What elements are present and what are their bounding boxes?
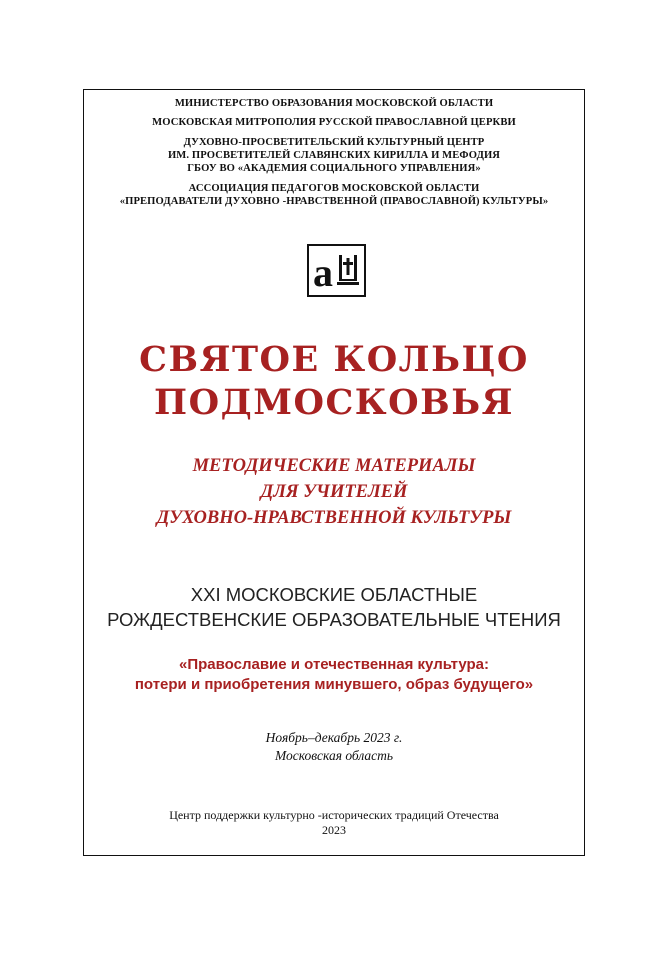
svg-text:а: а [313, 250, 333, 295]
subtitle-line3: ДУХОВНО-НРАВСТВЕННОЙ КУЛЬТУРЫ [156, 508, 512, 528]
header-association-name: «ПРЕПОДАВАТЕЛИ ДУХОВНО -НРАВСТВЕННОЙ (ПРАВОСЛАВНОЙ) КУЛЬТУРЫ» [119, 196, 549, 207]
main-title-line1: СВЯТОЕ КОЛЬЦО [139, 339, 529, 380]
event-date: Ноябрь–декабрь 2023 г. [265, 730, 403, 745]
book-cross-icon [309, 246, 364, 295]
header-metropolia: МОСКОВСКАЯ МИТРОПОЛИЯ РУССКОЙ ПРАВОСЛАВНОЙ ЦЕРКВИ [152, 117, 516, 128]
header-association: АССОЦИАЦИЯ ПЕДАГОГОВ МОСКОВСКОЙ ОБЛАСТИ [188, 183, 480, 194]
readings-line2: РОЖДЕСТВЕНСКИЕ ОБРАЗОВАТЕЛЬНЫЕ ЧТЕНИЯ [107, 609, 561, 630]
publisher-name: Центр поддержки культурно -исторических традиций Отечества [169, 808, 499, 822]
publisher-year: 2023 [322, 823, 346, 837]
subtitle-line1: МЕТОДИЧЕСКИЕ МАТЕРИАЛЫ [192, 456, 476, 476]
header-academy: ГБОУ ВО «АКАДЕМИЯ СОЦИАЛЬНОГО УПРАВЛЕНИЯ» [187, 163, 481, 174]
cover-frame [83, 89, 585, 856]
readings-line1: XXI МОСКОВСКИЕ ОБЛАСТНЫЕ [190, 584, 478, 605]
main-title-line2: ПОДМОСКОВЬЯ [154, 382, 514, 423]
theme-line1: «Православие и отечественная культура: [178, 656, 489, 673]
theme-line2: потери и приобретения минувшего, образ будущего» [134, 676, 534, 693]
publisher-logo [307, 244, 366, 297]
event-place: Московская область [274, 748, 394, 763]
header-center: ДУХОВНО-ПРОСВЕТИТЕЛЬСКИЙ КУЛЬТУРНЫЙ ЦЕНТР [183, 137, 485, 148]
header-center-name: ИМ. ПРОСВЕТИТЕЛЕЙ СЛАВЯНСКИХ КИРИЛЛА И МЕФОДИЯ [167, 150, 501, 161]
subtitle-line2: ДЛЯ УЧИТЕЛЕЙ [260, 482, 408, 502]
header-ministry: МИНИСТЕРСТВО ОБРАЗОВАНИЯ МОСКОВСКОЙ ОБЛАСТИ [174, 98, 494, 109]
